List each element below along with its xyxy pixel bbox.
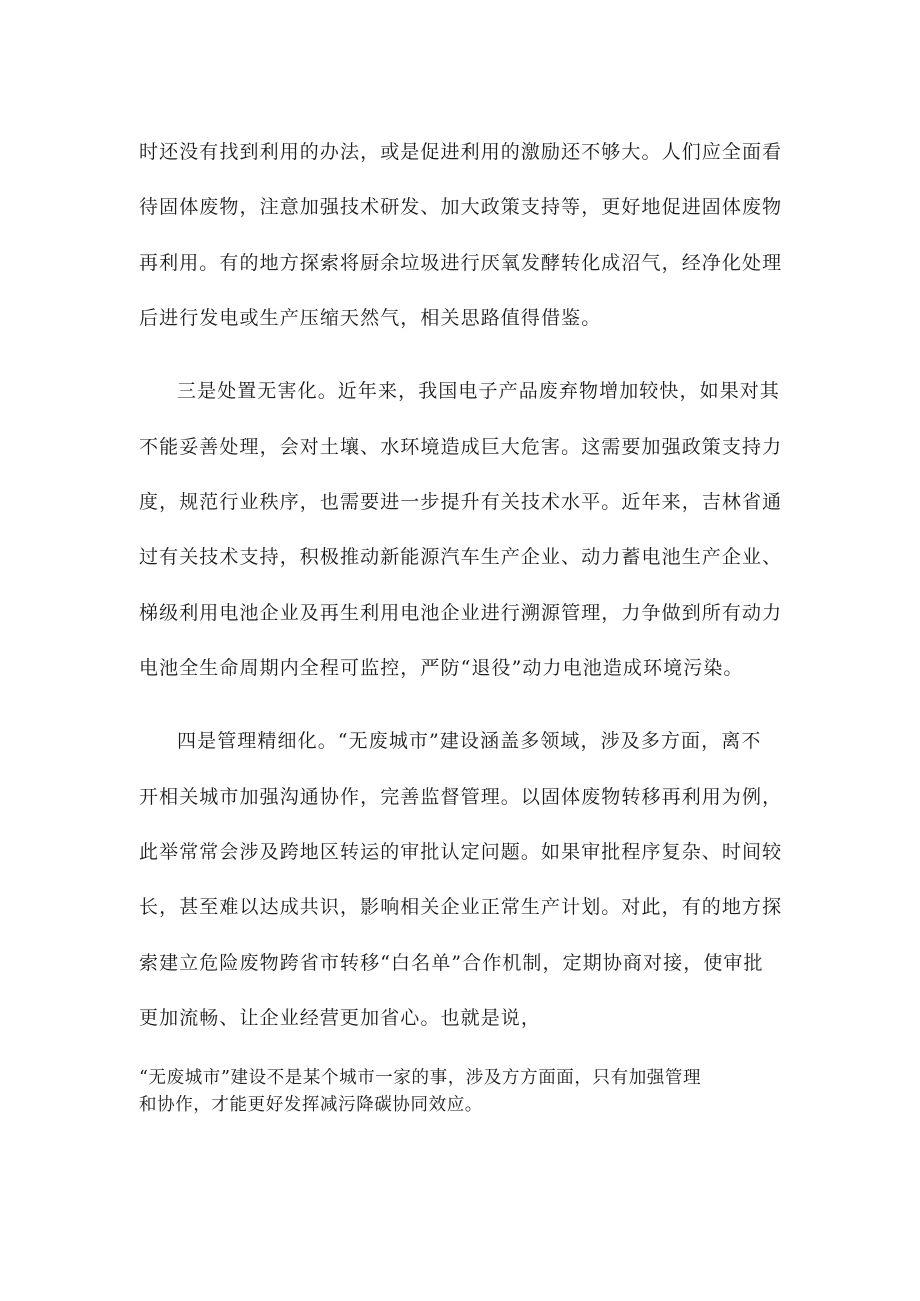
paragraph-2-line-2: 不能妥善处理，会对土壤、水环境造成巨大危害。这需要加强政策支持力: [139, 436, 783, 458]
paragraph-2-line-6: 电池全生命周期内全程可监控，严防“退役”动力电池造成环境污染。: [139, 657, 744, 679]
paragraph-3-line-5: 索建立危险废物跨省市转移“白名单”合作机制，定期协商对接，使审批: [139, 952, 764, 974]
paragraph-1-line-3: 再利用。有的地方探索将厨余垃圾进行厌氧发酵转化成沼气，经净化处理: [139, 252, 783, 274]
paragraph-3-line-3: 此举常常会涉及跨地区转运的审批认定问题。如果审批程序复杂、时间较: [139, 841, 783, 863]
paragraph-2-line-3: 度，规范行业秩序，也需要进一步提升有关技术水平。近年来，吉林省通: [139, 491, 783, 513]
paragraph-2-line-1: 三是处置无害化。近年来，我国电子产品废弃物增加较快，如果对其: [177, 380, 781, 402]
paragraph-2-line-4: 过有关技术支持，积极推动新能源汽车生产企业、动力蓄电池生产企业、: [139, 546, 783, 568]
paragraph-3-line-2: 开相关城市加强沟通协作，完善监督管理。以固体废物转移再利用为例，: [139, 786, 783, 808]
paragraph-1-line-2: 待固体废物，注意加强技术研发、加大政策支持等，更好地促进固体废物: [139, 196, 783, 218]
paragraph-1-line-4: 后进行发电或生产压缩天然气，相关思路值得借鉴。: [139, 307, 602, 329]
paragraph-4-line-1: “无废城市”建设不是某个城市一家的事，涉及方方面面，只有加强管理: [139, 1068, 702, 1088]
paragraph-1-line-1: 时还没有找到利用的办法，或是促进利用的激励还不够大。人们应全面看: [139, 141, 783, 163]
paragraph-3-line-4: 长，甚至难以达成共识，影响相关企业正常生产计划。对此，有的地方探: [139, 896, 783, 918]
paragraph-4-line-2: 和协作，才能更好发挥减污降碳协同效应。: [139, 1095, 483, 1115]
paragraph-3-line-1: 四是管理精细化。“无废城市”建设涵盖多领域，涉及多方面，离不: [177, 730, 762, 752]
paragraph-2-line-5: 梯级利用电池企业及再生利用电池企业进行溯源管理，力争做到所有动力: [139, 602, 783, 624]
paragraph-3-line-6: 更加流畅、让企业经营更加省心。也就是说，: [139, 1007, 542, 1029]
